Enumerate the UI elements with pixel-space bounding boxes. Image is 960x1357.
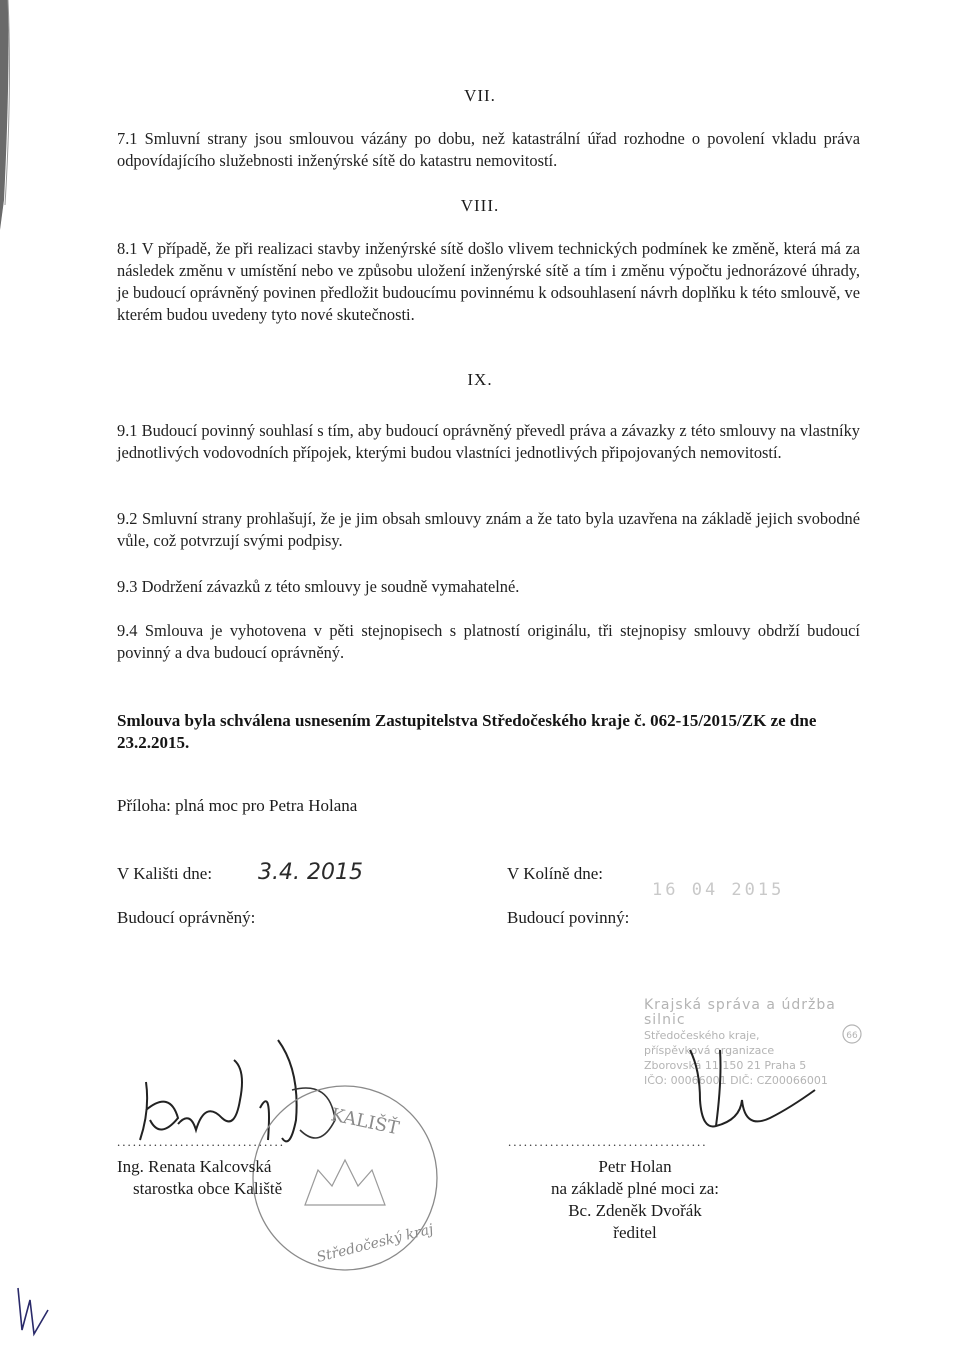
right-signatory-name: Petr Holan (598, 1157, 672, 1176)
paragraph-9-3: 9.3 Dodržení závazků z této smlouvy je soudně vymahatelné. (117, 577, 520, 596)
section-heading-ix: IX. (467, 370, 493, 389)
svg-text:66: 66 (846, 1031, 858, 1041)
stamp-line-3: příspěvková organizace (644, 1044, 775, 1057)
section-heading-viii: VIII. (460, 196, 500, 215)
right-signatory (505, 1156, 765, 1244)
left-signature-line: ................................ (117, 1134, 285, 1149)
approval-statement: Smlouva byla schválena usnesením Zastupitelstva Středočeského kraje č. 062-15/2015/ZK ze dne 23.2.2015. (117, 711, 817, 752)
right-role-label: Budoucí povinný: (507, 908, 630, 927)
right-place-label: V Kolíně dne: (507, 864, 604, 883)
right-signatory-line3: Bc. Zdeněk Dvořák (568, 1201, 702, 1220)
left-signatory-title: starostka obce Kaliště (133, 1179, 283, 1198)
section-heading-vii: VII. (464, 86, 496, 105)
left-place-label: V Kališti dne: (117, 864, 213, 883)
left-signatory (117, 1156, 317, 1200)
paragraph-7-1: 7.1 Smluvní strany jsou smlouvou vázány po dobu, než katastrální úřad rozhodne o povolení vkladu práva odpovídajícího služebnosti inženýrské sítě do katastru nemovitostí. (117, 129, 860, 170)
svg-text:Středočeský kraj: Středočeský kraj (315, 1221, 436, 1266)
left-handwritten-date: 3.4. 2015 (258, 860, 363, 885)
stamp-line-4: Zborovská 11 150 21 Praha 5 (644, 1059, 807, 1072)
svg-text:KALIŠŤ: KALIŠŤ (328, 1104, 401, 1140)
left-role-label: Budoucí oprávněný: (117, 908, 256, 927)
paragraph-9-1: 9.1 Budoucí povinný souhlasí s tím, aby budoucí oprávněný převedl práva a závazky z této smlouvy na vlastníky jednotlivých vodovodních přípojek, kterými budou vlastníci jednotlivých připojovaných nemovitostí. (117, 421, 860, 462)
stamp-line-1: Krajská správa a údržba silnic (644, 997, 836, 1028)
left-signature-icon (140, 1040, 297, 1141)
paragraph-8-1: 8.1 V případě, že při realizaci stavby inženýrské sítě došlo vlivem technických podmínek ke změně, která má za následek změnu v umístění nebo ve způsobu uložení inženýrské sítě a tím i změnu výpočtu jednorázové úhrady, je budoucí oprávněný povinen předložit budoucímu povinnému k odsouhlasení návrh doplňku k této smlouvě, ve kterém budou uvedeny tyto nové skutečnosti. (117, 239, 860, 324)
paragraph-9-4: 9.4 Smlouva je vyhotovena v pěti stejnopisech s platností originálu, tři stejnopisy smlouvy obdrží budoucí povinný a dva budoucí oprávněný. (117, 621, 860, 662)
stamp-badge-icon (843, 1025, 861, 1043)
attachment-note: Příloha: plná moc pro Petra Holana (117, 796, 358, 815)
right-signature-line: ...................................... (508, 1134, 708, 1149)
right-date-stamp: 16 04 2015 (652, 880, 785, 900)
stamp-line-2: Středočeského kraje, (644, 1029, 760, 1042)
stamp-line-5: IČO: 00066001 DIČ: CZ00066001 (644, 1074, 828, 1087)
left-signatory-name: Ing. Renata Kalcovská (117, 1157, 272, 1176)
paragraph-9-2: 9.2 Smluvní strany prohlašují, že je jim obsah smlouvy znám a že tato byla uzavřena na základě jejich svobodné vůle, což potvrzují svými podpisy. (117, 509, 860, 550)
right-signatory-line2: na základě plné moci za: (550, 1179, 720, 1198)
initials-mark-icon (18, 1288, 48, 1334)
right-signature-icon (690, 1050, 815, 1126)
right-signatory-line4: ředitel (613, 1223, 657, 1242)
